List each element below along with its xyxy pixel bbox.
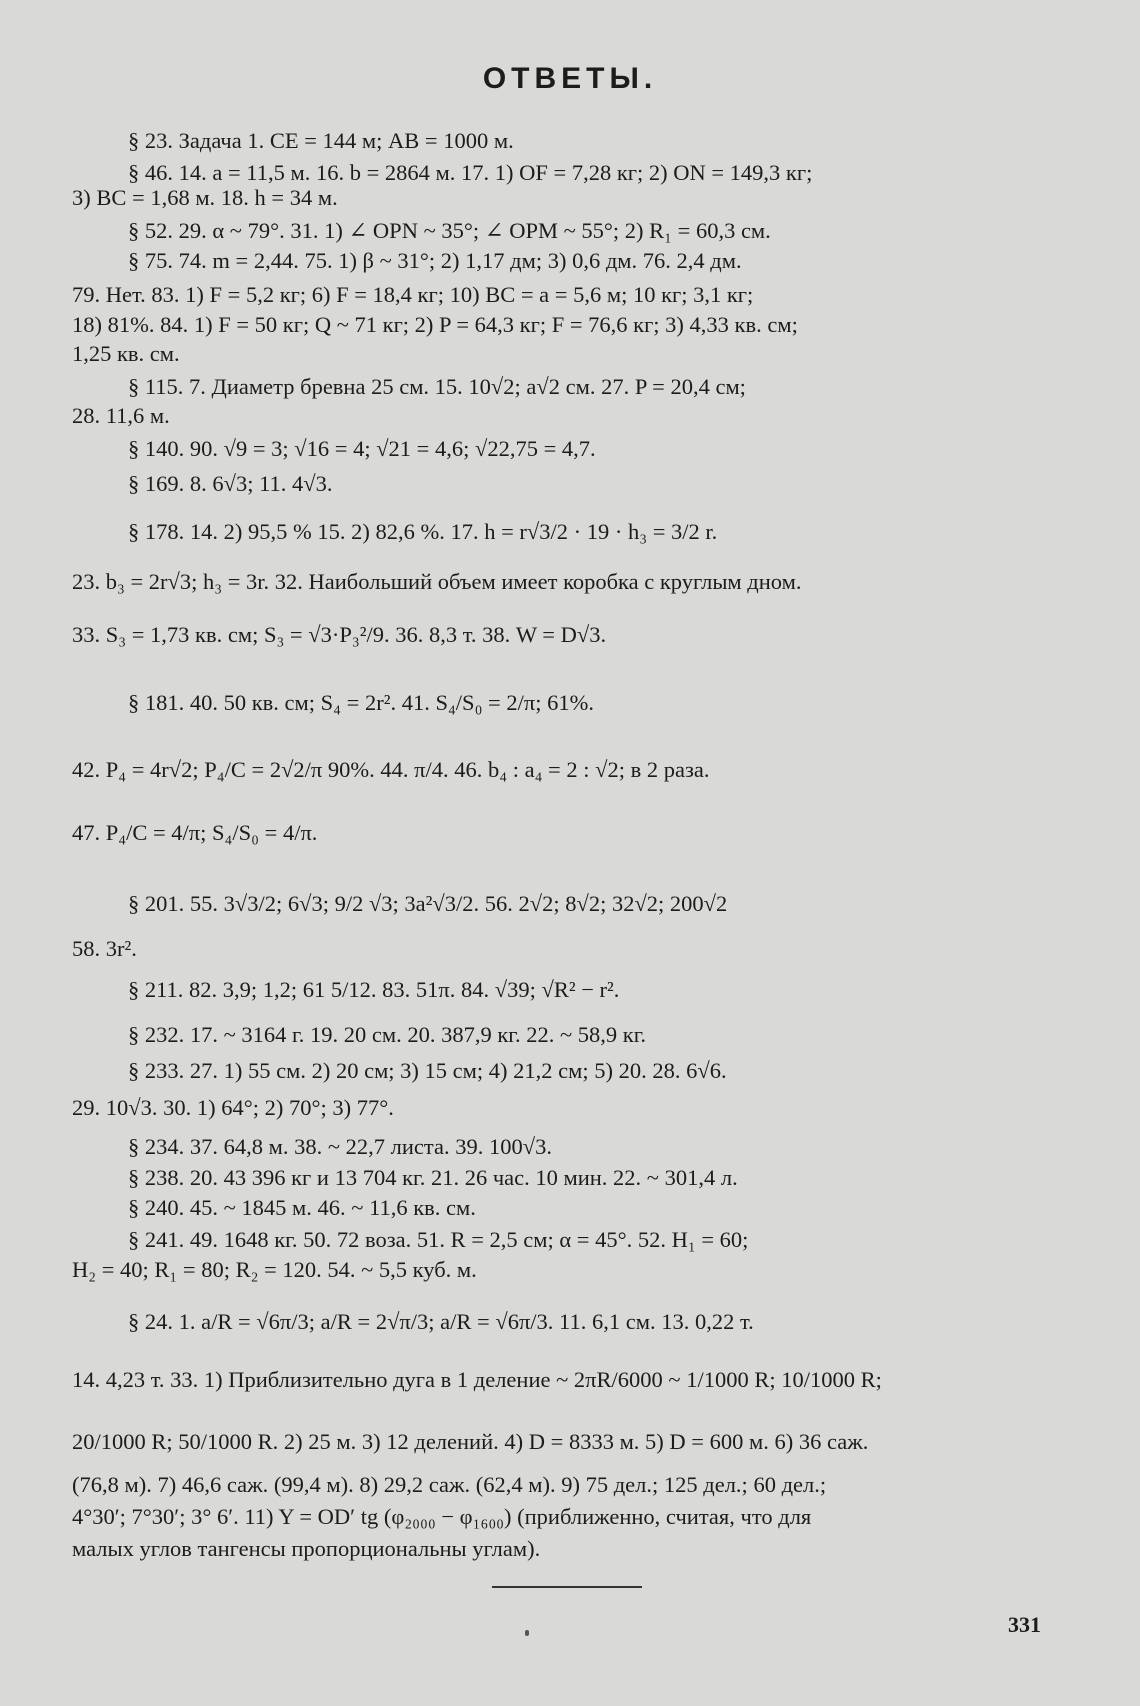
answer-line: 33. S₃ = 1,73 кв. см; S₃ = √3·P₃²/9. 36. 8,3 т. 38. W = D√3. bbox=[72, 622, 607, 647]
answer-line: 29. 10√3. 30. 1) 64°; 2) 70°; 3) 77°. bbox=[72, 1095, 394, 1120]
answer-line: § 232. 17. ~ 3164 г. 19. 20 см. 20. 387,9 кг. 22. ~ 58,9 кг. bbox=[128, 1022, 647, 1047]
answer-line: § 24. 1. a/R = √6π/3; a/R = 2√π/3; a/R = √6π/3. 11. 6,1 см. 13. 0,22 т. bbox=[128, 1309, 754, 1334]
answer-line: 14. 4,23 т. 33. 1) Приблизительно дуга в 1 деление ~ 2πR/6000 ~ 1/1000 R; 10/1000 R; bbox=[72, 1367, 882, 1392]
answer-line: § 238. 20. 43 396 кг и 13 704 кг. 21. 26 час. 10 мин. 22. ~ 301,4 л. bbox=[128, 1165, 738, 1190]
answer-line: малых углов тангенсы пропорциональны углам). bbox=[72, 1536, 541, 1561]
answer-line: 47. P₄/C = 4/π; S₄/S₀ = 4/π. bbox=[72, 820, 318, 845]
answer-line: § 52. 29. α ~ 79°. 31. 1) ∠ OPN ~ 35°; ∠ OPM ~ 55°; 2) R₁ = 60,3 см. bbox=[128, 218, 771, 243]
answer-line: § 115. 7. Диаметр бревна 25 см. 15. 10√2; a√2 см. 27. P = 20,4 см; bbox=[128, 374, 746, 399]
answer-line: § 211. 82. 3,9; 1,2; 61 5/12. 83. 51π. 84. √39; √R² − r². bbox=[128, 977, 620, 1002]
answer-line: H₂ = 40; R₁ = 80; R₂ = 120. 54. ~ 5,5 куб. м. bbox=[72, 1257, 477, 1282]
answer-line: § 240. 45. ~ 1845 м. 46. ~ 11,6 кв. см. bbox=[128, 1195, 476, 1220]
scan-speck bbox=[525, 1630, 529, 1636]
answer-line: 58. 3r². bbox=[72, 936, 137, 961]
answer-line: 42. P₄ = 4r√2; P₄/C = 2√2/π 90%. 44. π/4. 46. b₄ : a₄ = 2 : √2; в 2 раза. bbox=[72, 757, 710, 782]
footer-divider bbox=[492, 1586, 642, 1588]
page-title: ОТВЕТЫ. bbox=[482, 62, 658, 95]
answer-line: § 140. 90. √9 = 3; √16 = 4; √21 = 4,6; √22,75 = 4,7. bbox=[128, 436, 596, 461]
answer-line: (76,8 м). 7) 46,6 саж. (99,4 м). 8) 29,2 саж. (62,4 м). 9) 75 дел.; 125 дел.; 60 дел.; bbox=[72, 1472, 827, 1497]
answer-line: § 233. 27. 1) 55 см. 2) 20 см; 3) 15 см; 4) 21,2 см; 5) 20. 28. 6√6. bbox=[128, 1058, 727, 1083]
answer-line: § 234. 37. 64,8 м. 38. ~ 22,7 листа. 39. 100√3. bbox=[128, 1134, 552, 1159]
answer-line: 3) BC = 1,68 м. 18. h = 34 м. bbox=[72, 185, 338, 210]
answer-line: 1,25 кв. см. bbox=[72, 341, 180, 366]
answer-line: § 181. 40. 50 кв. см; S₄ = 2r². 41. S₄/S₀ = 2/π; 61%. bbox=[128, 690, 594, 715]
answer-line: § 169. 8. 6√3; 11. 4√3. bbox=[128, 471, 333, 496]
answer-line: § 46. 14. a = 11,5 м. 16. b = 2864 м. 17. 1) OF = 7,28 кг; 2) ON = 149,3 кг; bbox=[128, 160, 813, 185]
answer-line: 79. Нет. 83. 1) F = 5,2 кг; 6) F = 18,4 кг; 10) BC = a = 5,6 м; 10 кг; 3,1 кг; bbox=[72, 282, 754, 307]
page-number: 331 bbox=[1008, 1612, 1041, 1637]
answer-line: 28. 11,6 м. bbox=[72, 403, 170, 428]
answer-line: 4°30′; 7°30′; 3° 6′. 11) Y = OD′ tg (φ₂₀₀₀ − φ₁₆₀₀) (приближенно, считая, что для bbox=[72, 1504, 812, 1529]
answer-line: 20/1000 R; 50/1000 R. 2) 25 м. 3) 12 делений. 4) D = 8333 м. 5) D = 600 м. 6) 36 саж. bbox=[72, 1429, 869, 1454]
answer-line: 18) 81%. 84. 1) F = 50 кг; Q ~ 71 кг; 2) P = 64,3 кг; F = 76,6 кг; 3) 4,33 кв. см; bbox=[72, 312, 798, 337]
answer-line: § 201. 55. 3√3/2; 6√3; 9/2 √3; 3a²√3/2. 56. 2√2; 8√2; 32√2; 200√2 bbox=[128, 891, 728, 916]
answer-line: § 75. 74. m = 2,44. 75. 1) β ~ 31°; 2) 1,17 дм; 3) 0,6 дм. 76. 2,4 дм. bbox=[128, 248, 742, 273]
answer-line: § 241. 49. 1648 кг. 50. 72 воза. 51. R = 2,5 см; α = 45°. 52. H₁ = 60; bbox=[128, 1227, 749, 1252]
answer-line: § 178. 14. 2) 95,5 % 15. 2) 82,6 %. 17. h = r√3/2 · 19 · h₃ = 3/2 r. bbox=[128, 519, 718, 544]
answer-line: § 23. Задача 1. CE = 144 м; AB = 1000 м. bbox=[128, 128, 514, 153]
answer-line: 23. b₃ = 2r√3; h₃ = 3r. 32. Наибольший объем имеет коробка с круглым дном. bbox=[72, 569, 802, 594]
